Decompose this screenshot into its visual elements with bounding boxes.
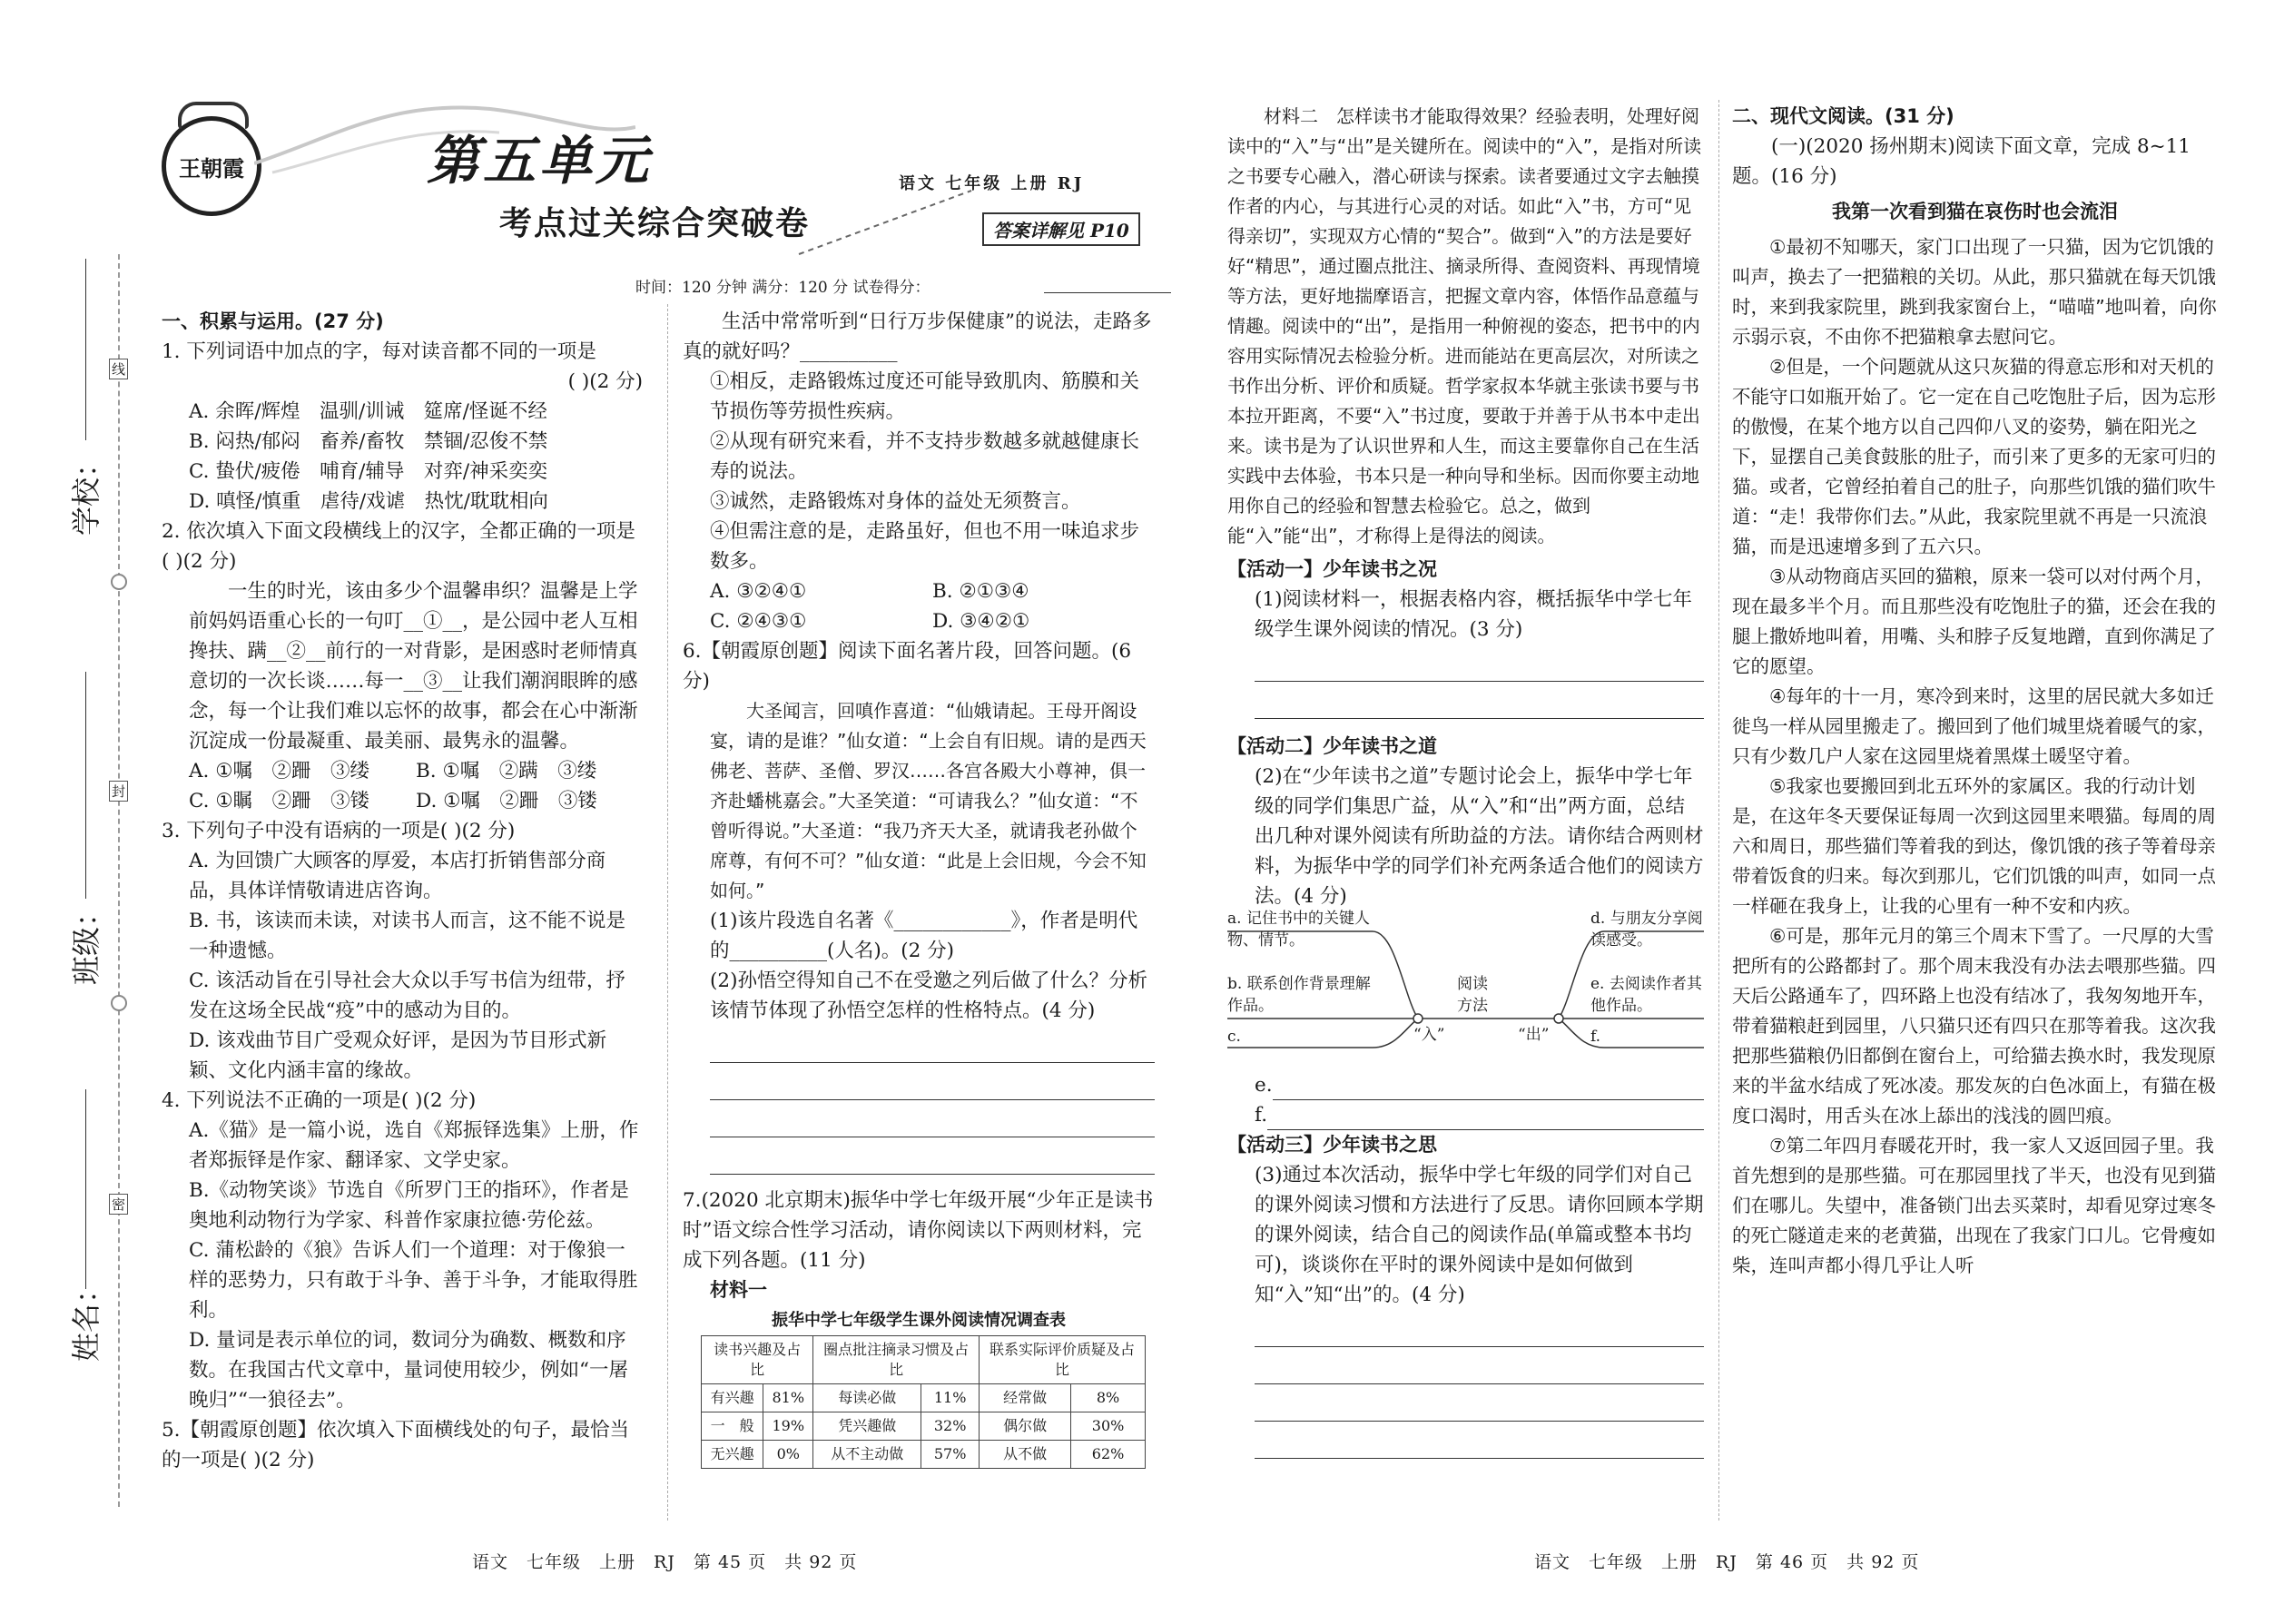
column-4 xyxy=(1732,102,2218,1281)
answer-f-label: f. xyxy=(1255,1104,1268,1127)
diagram-item-b: b. 联系创作背景理解作品。 xyxy=(1227,975,1371,1015)
answer-e-row xyxy=(1227,1070,1704,1100)
activity-3-question: (3)通过本次活动，振华中学七年级的同学们对自己的课外阅读习惯和方法进行了反思。请你回顾本学期的课外阅读，结合自己的阅读作品(单篇或整本书均可)，谈谈你在平时的课外阅读中是如何做到知“入”知“出”的。(4 分) xyxy=(1255,1164,1704,1306)
article-paragraph: ⑥可是，那年元月的第三个周末下雪了。一尺厚的大雪把所有的公路都封了。那个周末我没有办法去喂那些猫。四天后公路通车了，四环路上也没有结冰了，我匆匆地开车，带着猫粮赶到园里，八只猫只还有四只在那等着我。这次我把那些猫粮仍旧都倒在窗台上，可给猫去换水时，我发现原来的半盆水结成了死冰凌。那发灰的白色冰面上，有猫在极度口渴时，用舌头在冰上舔出的浅浅的圆凹痕。 xyxy=(1732,925,2216,1127)
footer-right: 语文 七年级 上册 RJ 第 46 页 共 92 页 xyxy=(1534,1552,1920,1572)
article-title: 我第一次看到猫在哀伤时也会流泪 xyxy=(1832,201,2118,222)
column-divider-left xyxy=(667,304,668,1521)
q5-option-c: C. ②④③① xyxy=(710,610,807,633)
q5-item-3: ③诚然，走路锻炼对身体的益处无须赘言。 xyxy=(710,490,1081,513)
diagram-item-a: a. 记住书中的关键人物、情节。 xyxy=(1227,910,1370,950)
q4-option-b: B.《动物笑谈》节选自《所罗门王的指环》，作者是奥地利动物行为学家、科普作家康拉德·劳伦兹。 xyxy=(189,1179,629,1232)
q3-option-c: C. 该活动旨在引导社会大众以手写书信为纽带，抒发在这场全民战“疫”中的感动为目的。 xyxy=(189,969,625,1022)
diagram-in: “入” xyxy=(1413,1026,1445,1044)
diagram-item-e: e. 去阅读作者其他作品。 xyxy=(1590,975,1702,1015)
subject-tags: 语文 七年级 上册 RJ xyxy=(899,174,1085,193)
table-row xyxy=(702,1412,1146,1441)
school-label: 学校： xyxy=(69,448,103,536)
q5-option-b: B. ②①③④ xyxy=(932,580,1029,603)
q5-stem: 5.【朝霞原创题】依次填入下面横线处的句子，最恰当的一项是( )(2 分) xyxy=(162,1419,630,1471)
table-header-cell: 读书兴趣及占比 xyxy=(702,1336,813,1384)
q6-sub-2: (2)孙悟空得知自己不在受邀之列后做了什么？分析该情节体现了孙悟空怎样的性格特点。(4 分) xyxy=(710,969,1147,1022)
q5-options xyxy=(683,576,1155,636)
q2-stem: 2. 依次填入下面文段横线上的汉字，全都正确的一项是( )(2 分) xyxy=(162,520,635,573)
q6-sub-1: (1)该片段选自名著《____________》，作者是明代的__________(人名)。(2 分) xyxy=(710,910,1138,962)
answer-line[interactable] xyxy=(710,1063,1155,1100)
score-line xyxy=(1044,292,1171,293)
footer-left: 语文 七年级 上册 RJ 第 45 页 共 92 页 xyxy=(472,1552,858,1572)
school-line xyxy=(85,259,86,440)
answer-line[interactable] xyxy=(1255,1422,1704,1459)
table-cell: 凭兴趣做 xyxy=(813,1412,921,1441)
table-cell: 62% xyxy=(1071,1441,1146,1469)
q1-option-a: A. 余晖/辉煌 温驯/训诫 筵席/怪诞不经 xyxy=(189,400,547,423)
logo xyxy=(162,116,261,216)
q4-option-c: C. 蒲松龄的《狼》告诉人们一个道理：对于像狼一样的恶势力，只有敢于斗争、善于斗争，才能取得胜利。 xyxy=(189,1239,638,1322)
table-cell: 81% xyxy=(763,1384,813,1412)
table-row xyxy=(702,1441,1146,1469)
name-line xyxy=(85,1089,86,1289)
table-cell: 经常做 xyxy=(980,1384,1071,1412)
binding-hole-2 xyxy=(111,995,127,1011)
q5-option-a: A. ③②④① xyxy=(710,580,807,603)
class-line xyxy=(85,672,86,899)
binding-mark-2: 封 xyxy=(109,781,128,802)
diagram-item-f[interactable]: f. xyxy=(1590,1028,1601,1046)
answer-f-row xyxy=(1227,1100,1704,1130)
q5-item-2: ②从现有研究来看，并不支持步数越多就越健康长寿的说法。 xyxy=(710,430,1140,483)
logo-text: 王朝霞 xyxy=(179,154,244,182)
table-cell: 偶尔做 xyxy=(980,1412,1071,1441)
material-2-passage: 材料二 怎样读书才能取得效果？经验表明，处理好阅读中的“入”与“出”是关键所在。阅读中的“入”，是指对所读之书要专心融入，潜心研读与探索。读者要通过文字去触摸作者的内心，与其进行心灵的对话。如此“入”书，方可“见得亲切”，实现双方心情的“契合”。做到“入”的方法是要好好“精思”，通过圈点批注、摘录所得、查阅资料、再现情境等方法，更好地揣摩语言，把握文章内容，体悟作品意蕴与情趣。阅读中的“出”，是指用一种俯视的姿态，把书中的内容用实际情况去检验分析。进而能站在更高层次，对所读之书作出分析、评价和质疑。哲学家叔本华就主张读书要与书本拉开距离，不要“入”书过度，要敢于并善于从书本中走出来。读书是为了认识世界和人生，而这主要靠你自己在生活实践中去体验，书本只是一种向导和坐标。因而你要主动地用你自己的经验和智慧去检验它。总之，做到能“入”能“出”，才称得上是得法的阅读。 xyxy=(1227,105,1702,546)
dotted-flourish xyxy=(790,182,989,263)
material-1-label: 材料一 xyxy=(710,1279,767,1301)
column-3 xyxy=(1227,102,1704,1459)
answer-ref-box xyxy=(982,212,1140,246)
q3-stem: 3. 下列句子中没有语病的一项是( )(2 分) xyxy=(162,820,516,842)
q1-option-d: D. 嗔怪/慎重 虐待/戏谑 热忱/耽耽相向 xyxy=(189,490,548,513)
diagram-out: “出” xyxy=(1518,1026,1550,1044)
name-label: 姓名： xyxy=(69,1274,103,1362)
exam-title: 考点过关综合突破卷 xyxy=(499,204,811,242)
q1-stem: 1. 下列词语中加点的字，每对读音都不同的一项是 xyxy=(162,340,596,363)
table-header-cell: 圈点批注摘录习惯及占比 xyxy=(813,1336,980,1384)
article-paragraph: ⑤我家也要搬回到北五环外的家属区。我的行动计划是，在这年冬天要保证每周一次到这园里来喂猫。每周的周六和周日，那些猫们等着我的到达，像饥饿的孩子等着母亲带着饭食的归来。每次到那儿，它们饥饿的叫声，如同一点一样砸在我身上，让我的心里有一种不安和内疚。 xyxy=(1732,775,2216,917)
q6-answer-lines xyxy=(683,1026,1155,1175)
answer-e-label: e. xyxy=(1255,1074,1273,1097)
section-1-heading: 一、积累与运用。(27 分) xyxy=(162,310,384,332)
q2-option-a: A. ①嘱 ②跚 ③缕 xyxy=(189,760,369,782)
binding-hole-1 xyxy=(111,574,127,590)
column-divider-right xyxy=(1718,100,1719,1521)
table-cell: 8% xyxy=(1071,1384,1146,1412)
column-2 xyxy=(683,307,1155,1469)
table-cell: 19% xyxy=(763,1412,813,1441)
q5-option-d: D. ③④②① xyxy=(932,610,1030,633)
activity-2-question: (2)在“少年读书之道”专题讨论会上，振华中学七年级的同学们集思广益，从“入”和“出”两方面，总结出几种对课外阅读有所助益的方法。请你结合两则材料，为振华中学的同学们补充两条适合他们的阅读方法。(4 分) xyxy=(1255,765,1704,908)
q3-option-b: B. 书，该读而未读，对读书人而言，这不能不说是一种遗憾。 xyxy=(189,910,625,962)
table-cell: 从不主动做 xyxy=(813,1441,921,1469)
answer-line[interactable] xyxy=(710,1026,1155,1063)
activity-1-answer-lines xyxy=(1227,645,1704,719)
q3-option-a: A. 为回馈广大顾客的厚爱，本店打折销售部分商品，具体详情敬请进店咨询。 xyxy=(189,850,606,902)
q4-option-a: A.《猫》是一篇小说，选自《郑振铎选集》上册，作者郑振铎是作家、翻译家、文学史家。 xyxy=(189,1119,639,1172)
table-cell: 每读必做 xyxy=(813,1384,921,1412)
answer-line[interactable] xyxy=(1255,1384,1704,1422)
q6-stem: 6.【朝霞原创题】阅读下面名著片段，回答问题。(6 分) xyxy=(683,640,1132,693)
article-paragraph: ③从动物商店买回的猫粮，原来一袋可以对付两个月，现在最多半个月。而且那些没有吃饱肚子的猫，还会在我的腿上撒娇地叫着，用嘴、头和脖子反复地蹭，直到你满足了它的愿望。 xyxy=(1732,566,2216,677)
answer-line[interactable] xyxy=(710,1137,1155,1175)
q4-stem: 4. 下列说法不正确的一项是( )(2 分) xyxy=(162,1089,477,1112)
table-header-cell: 联系实际评价质疑及占比 xyxy=(980,1336,1146,1384)
q2-option-c: C. ①瞩 ②跚 ③镂 xyxy=(189,790,370,812)
q1-option-c: C. 蛰伏/疲倦 哺育/辅导 对弈/神采奕奕 xyxy=(189,460,548,483)
binding-line xyxy=(118,254,120,1507)
answer-line[interactable] xyxy=(1255,1310,1704,1347)
column-1 xyxy=(162,307,643,1475)
diagram-center: 阅读方法 xyxy=(1457,975,1488,1015)
q6-passage: 大圣闻言，回嗔作喜道：“仙娥请起。王母开阁设宴，请的是谁？”仙女道：“上会自有旧规。请的是西天佛老、菩萨、圣僧、罗汉……各宫各殿大小尊神，俱一齐赴蟠桃嘉会。”大圣笑道：“可请我么？”仙女道：“不曾听得说。”大圣道：“我乃齐天大圣，就请我老孙做个席尊，有何不可？”仙女道：“此是上会旧规，今会不知如何。” xyxy=(710,700,1147,901)
answer-line[interactable] xyxy=(1255,1347,1704,1384)
article-body xyxy=(1732,232,2218,1281)
q7-stem: 7.(2020 北京期末)振华中学七年级开展“少年正是读书时”语文综合性学习活动，请你阅读以下两则材料，完成下列各题。(11 分) xyxy=(683,1189,1154,1272)
activity-3-heading: 【活动三】少年读书之思 xyxy=(1227,1134,1437,1156)
article-paragraph: ②但是，一个问题就从这只灰猫的得意忘形和对天机的不能守口如瓶开始了。它一定在自己吃饱肚子后，因为忘形的傲慢，在某个地方以自己四仰八叉的姿势，躺在阳光之下，显摆自己美食鼓胀的肚子，而引来了更多的无家可归的猫。或者，它曾经拍着自己的肚子，向那些饥饿的猫们吹牛道：“走！我带你们去。”从此，我家院里就不再是一只流浪猫，而是迅速增多到了五六只。 xyxy=(1732,356,2216,557)
table-cell: 一 般 xyxy=(702,1412,763,1441)
answer-line[interactable] xyxy=(1255,682,1704,719)
binding-mark-1: 线 xyxy=(109,359,128,379)
table-cell: 57% xyxy=(921,1441,980,1469)
q5-item-1: ①相反，走路锻炼过度还可能导致肌肉、筋膜和关节损伤等劳损性疾病。 xyxy=(710,370,1140,423)
table-row xyxy=(702,1384,1146,1412)
table-cell: 无兴趣 xyxy=(702,1441,763,1469)
table-cell: 0% xyxy=(763,1441,813,1469)
activity-1-heading: 【活动一】少年读书之况 xyxy=(1227,558,1437,580)
reading-intro: (一)(2020 扬州期末)阅读下面文章，完成 8~11 题。(16 分) xyxy=(1732,135,2191,188)
diagram-item-d: d. 与朋友分享阅读感受。 xyxy=(1590,910,1703,950)
table-cell: 32% xyxy=(921,1412,980,1441)
q5-context: 生活中常常听到“日行万步保健康”的说法，走路多真的就好吗？__________ xyxy=(683,310,1152,363)
q5-item-4: ④但需注意的是，走路虽好，但也不用一味追求步数多。 xyxy=(710,520,1140,573)
q2-options xyxy=(162,756,643,816)
table-cell: 从不做 xyxy=(980,1441,1071,1469)
logo-crown-icon xyxy=(178,102,249,129)
q1-option-b: B. 闷热/郁闷 畜养/畜牧 禁锢/忍俊不禁 xyxy=(189,430,548,453)
binding-mark-3: 密 xyxy=(109,1194,128,1215)
q4-option-d: D. 量词是表示单位的词，数词分为确数、概数和序数。在我国古代文章中，量词使用较少，例如“一屠晚归”“一狼径去”。 xyxy=(189,1329,628,1412)
activity-1-question: (1)阅读材料一，根据表格内容，概括振华中学七年级学生课外阅读的情况。(3 分) xyxy=(1255,588,1692,641)
activity-3-answer-lines xyxy=(1227,1310,1704,1459)
answer-line-e[interactable] xyxy=(1273,1076,1704,1100)
article-paragraph: ①最初不知哪天，家门口出现了一只猫，因为它饥饿的叫声，换去了一把猫粮的关切。从此，那只猫就在每天饥饿时，来到我家院里，跳到我家窗台上，“喵喵”地叫着，向你示弱示哀，不由你不把猫粮拿去慰问它。 xyxy=(1732,236,2217,348)
answer-line[interactable] xyxy=(710,1100,1155,1137)
table-cell: 11% xyxy=(921,1384,980,1412)
answer-line[interactable] xyxy=(1255,645,1704,682)
q2-option-b: B. ①嘱 ②蹒 ③缕 xyxy=(416,760,597,782)
unit-title: 第五单元 xyxy=(427,130,653,192)
table-header-row xyxy=(702,1336,1146,1384)
article-paragraph: ⑦第二年四月春暖花开时，我一家人又返回园子里。我首先想到的是那些猫。可在那园里找了半天，也没有见到猫们在哪儿。失望中，准备锁门出去买菜时，却看见穿过寒冬的死亡隧道走来的老黄猫，出现在了我家门口儿。它骨瘦如柴，连叫声都小得几乎让人听 xyxy=(1732,1135,2216,1276)
diagram-item-c[interactable]: c. xyxy=(1227,1028,1241,1046)
table-cell: 有兴趣 xyxy=(702,1384,763,1412)
answer-ref: 答案详解见 P10 xyxy=(993,220,1129,241)
q2-option-d: D. ①嘱 ②跚 ③镂 xyxy=(416,790,597,812)
section-2-heading: 二、现代文阅读。(31 分) xyxy=(1732,105,1954,127)
q2-passage: 一生的时光，该由多少个温馨串织？温馨是上学前妈妈语重心长的一句叮__①__，是公园中老人互相搀扶、蹒__②__前行的一对背影，是困惑时老师情真意切的一次长谈……每一__③__让我们潮润眼眸的感念，每一个让我们难以忘怀的故事，都会在心中渐渐沉淀成一份最凝重、最美丽、最隽永的温馨。 xyxy=(189,580,638,753)
activity-2-heading: 【活动二】少年读书之道 xyxy=(1227,735,1437,757)
article-paragraph: ④每年的十一月，寒冷到来时，这里的居民就大多如迁徙鸟一样从园里搬走了。搬回到了他们城里烧着暖气的家，只有少数几户人家在这园里烧着黑煤土暖坚守着。 xyxy=(1732,685,2216,767)
class-label: 班级： xyxy=(69,897,103,985)
q1-score: ( )(2 分) xyxy=(567,370,643,393)
exam-meta: 时间：120 分钟 满分：120 分 试卷得分： xyxy=(635,279,930,297)
q3-option-d: D. 该戏曲节目广受观众好评，是因为节目形式新颖、文化内涵丰富的缘故。 xyxy=(189,1029,607,1082)
reading-method-diagram xyxy=(1227,911,1704,1070)
table-cell: 30% xyxy=(1071,1412,1146,1441)
survey-table-title: 振华中学七年级学生课外阅读情况调查表 xyxy=(772,1311,1066,1330)
answer-line-f[interactable] xyxy=(1267,1106,1704,1130)
survey-table xyxy=(701,1335,1146,1469)
